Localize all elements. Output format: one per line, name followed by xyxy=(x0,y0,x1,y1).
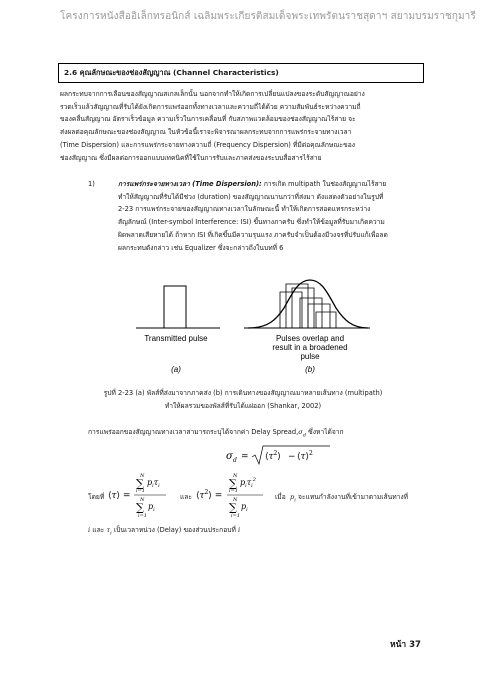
delay-text-tail: ซึ่งหาได้จาก xyxy=(306,428,344,436)
sum-symbol: ∑ xyxy=(229,501,237,514)
echo-pulse-4 xyxy=(300,298,322,328)
broadened-pulse-diagram xyxy=(244,280,370,328)
paragraph-line: ช่องสัญญาณ ซึ่งมีผลต่อการออกแบบเทคนิคที่ใช้ในการรับและภาคส่งของระบบสื่อสารไร้สาย xyxy=(60,153,322,162)
mean-tau2-formula xyxy=(196,470,270,522)
paragraph-line: ส่งผลต่อคุณลักษณะของช่องสัญญาณ ในหัวข้อนี้เราจะพิจารณาผลกระทบจากการแพร่กระจายทางเวลา xyxy=(60,128,352,137)
sum-upper-n: N xyxy=(140,473,145,479)
intro-paragraph xyxy=(60,88,428,164)
item-line: ทำให้สัญญาณที่รับได้มีช่วง (duration) ของสัญญาณนานกว่าที่ส่งมา ดังแสดงตัวอย่างในรูปที่ xyxy=(118,192,384,201)
sum-upper-n: N xyxy=(233,497,238,503)
p-var: $p_i$ xyxy=(289,493,296,504)
mean-tau-formula xyxy=(108,470,178,522)
p-tau-term: $p_i\tau_i$ xyxy=(147,478,160,489)
echo-pulse-6 xyxy=(316,312,336,328)
i-var-end: i xyxy=(238,526,241,534)
section-heading: 2.6 คุณลักษณะของช่องสัญญาณ (Channel Characteristics) xyxy=(58,63,424,83)
p-term: $p_i$ xyxy=(241,502,248,513)
item-line: สัญลักษณ์ (Inter-symbol Interference: ISI) ขึ้นทางภาครับ ซึ่งทำให้ข้อมูลที่รับมาเกิดความ xyxy=(118,218,385,227)
formula-tau2-mean: $⟨\tau^2⟩$ xyxy=(265,450,281,462)
figure-caption xyxy=(58,387,428,412)
i-var: i xyxy=(88,526,91,534)
delay-text: การแพร่ออกของสัญญาณทางเวลาสามารถระบุได้จากค่า Delay Spread, xyxy=(88,428,299,436)
echo-pulse-5 xyxy=(308,304,330,328)
item-first-line xyxy=(88,178,428,191)
sigma-subscript: d xyxy=(302,432,307,439)
formula-sigma-sub: d xyxy=(233,457,237,464)
item-term: การแพร่กระจายทางเวลา (Time Dispersion): xyxy=(118,180,262,188)
tau-var: τ xyxy=(106,526,111,534)
when-label: เมื่อ xyxy=(275,493,286,501)
where-label: โดยที่ xyxy=(88,493,105,501)
delay-spread-formula xyxy=(226,444,336,468)
page-number: หน้า 37 xyxy=(390,640,421,650)
item-number: 1) xyxy=(88,180,95,188)
transmitted-pulse-diagram xyxy=(136,286,220,328)
tau-subscript: i xyxy=(110,530,112,537)
pulse-figure xyxy=(118,272,388,387)
paragraph-line: รวดเร็วแล้วสัญญาณที่รับได้ยังเกิดการแพร่ออกทั้งทางเวลาและความถี่ได้ด้วย ความสัมพันธ์ระหว่างความถี่ xyxy=(60,102,361,111)
item-line: 2-23 การแพร่กระจายของสัญญาณทางเวลาในลักษณะนี้ ทำให้เกิดการสอดแทรกระหว่าง xyxy=(118,205,371,214)
and-label: และ xyxy=(180,493,193,501)
paragraph-line: ของคลื่นสัญญาณ อัตราเร็วข้อมูล ความเร็วในการเคลื่อนที่ กับสภาพแวดล้อมของช่องสัญญาณไร้สาย จะ xyxy=(60,115,356,124)
mean-tau-lhs: ⟨τ⟩ = xyxy=(108,491,131,501)
item-first-rest: การเกิด multipath ในช่องสัญญาณไร้สาย xyxy=(261,180,387,188)
sum-lower-index: i=1 xyxy=(229,488,238,494)
echo-pulse-2 xyxy=(286,284,308,328)
echo-pulse-3 xyxy=(292,288,314,328)
item-line: ผิดพลาดเสียหายได้ ถ้าหาก ISI ที่เกิดขึ้นมีความรุนแรง ภาครับจำเป็นต้องมีวงจรที่ปรับแก้เพื่อลด xyxy=(118,230,388,239)
formula-minus: − xyxy=(288,452,296,462)
sigma-symbol: σ xyxy=(298,428,303,436)
paragraph-line: ผลกระทบจากการเลือนของสัญญาณสเกลเล็กนั้น นอกจากทำให้เกิดการเปลี่ยนแปลงของระดับสัญญาณอย่าง xyxy=(60,90,365,98)
mean-tau2-lhs: $⟨\tau^2⟩$ = xyxy=(196,489,223,501)
caption-line: รูปที่ 2-23 (a) พัลส์ที่ส่งมาจากภาคส่ง (b) การเดินทางของสัญญาณมาหลายเส้นทาง (multipath) xyxy=(103,389,383,397)
index-description-line xyxy=(88,524,240,536)
sum-lower-index: i=1 xyxy=(231,513,240,519)
formula-sigma: σ xyxy=(226,451,233,462)
item-line: ผลกระทบดังกล่าว เช่น Equalizer ซึ่งจะกล่าวถึงในบทที่ 6 xyxy=(118,243,284,252)
mean-delay-formulas xyxy=(88,470,428,522)
delay-spread-text xyxy=(88,426,428,442)
formula-tau-mean-squared: ⟨τ⟩$^2$ xyxy=(297,450,313,462)
p-term: $p_i$ xyxy=(148,502,155,513)
paragraph-line: (Time Dispersion) และการแพร่กระจายทางความถี่ (Frequency Dispersion) ที่มีต่อคุณลักษณะของ xyxy=(60,140,355,149)
and-text: และ xyxy=(90,526,107,534)
label-broadened-line-1: Pulses overlap and xyxy=(275,334,345,343)
sum-symbol: ∑ xyxy=(229,477,237,490)
sum-lower-index: i=1 xyxy=(136,488,145,494)
p-tau2-term: $p_i\tau_i^2$ xyxy=(240,477,256,489)
header-title: โครงการหนังสืออิเล็กทรอนิกส์ เฉลิมพระเกียรติสมเด็จพระเทพรัตนราชสุดาฯ สยามบรมราชกุมารี xyxy=(60,11,476,22)
label-broadened-line-2: result in a broadened xyxy=(272,343,348,352)
sum-symbol: ∑ xyxy=(136,477,144,490)
rect-pulse xyxy=(164,286,186,328)
label-broadened-line-3: pulse xyxy=(300,352,320,361)
sub-label-b: (b) xyxy=(305,365,315,374)
formula-equals: = xyxy=(241,452,249,462)
list-item-time-dispersion xyxy=(88,178,428,254)
p-description: จะแทนกำลังงานที่เข้ามาตามเส้นทางที่ xyxy=(295,493,409,501)
sub-label-a: (a) xyxy=(171,365,181,374)
caption-line: ทำให้ผลรวมของพัลส์ที่รับได้แผ่ออก (Shankar, 2002) xyxy=(164,401,322,410)
delay-description: เป็นเวลาหน่วง (Delay) ของส่วนประกอบที่ xyxy=(111,526,239,534)
when-clause xyxy=(275,491,408,503)
sum-symbol: ∑ xyxy=(136,501,144,514)
sum-upper-n: N xyxy=(140,497,145,503)
label-transmitted-pulse: Transmitted pulse xyxy=(144,334,208,343)
sum-lower-index: i=1 xyxy=(138,513,147,519)
sum-upper-n: N xyxy=(233,473,238,479)
